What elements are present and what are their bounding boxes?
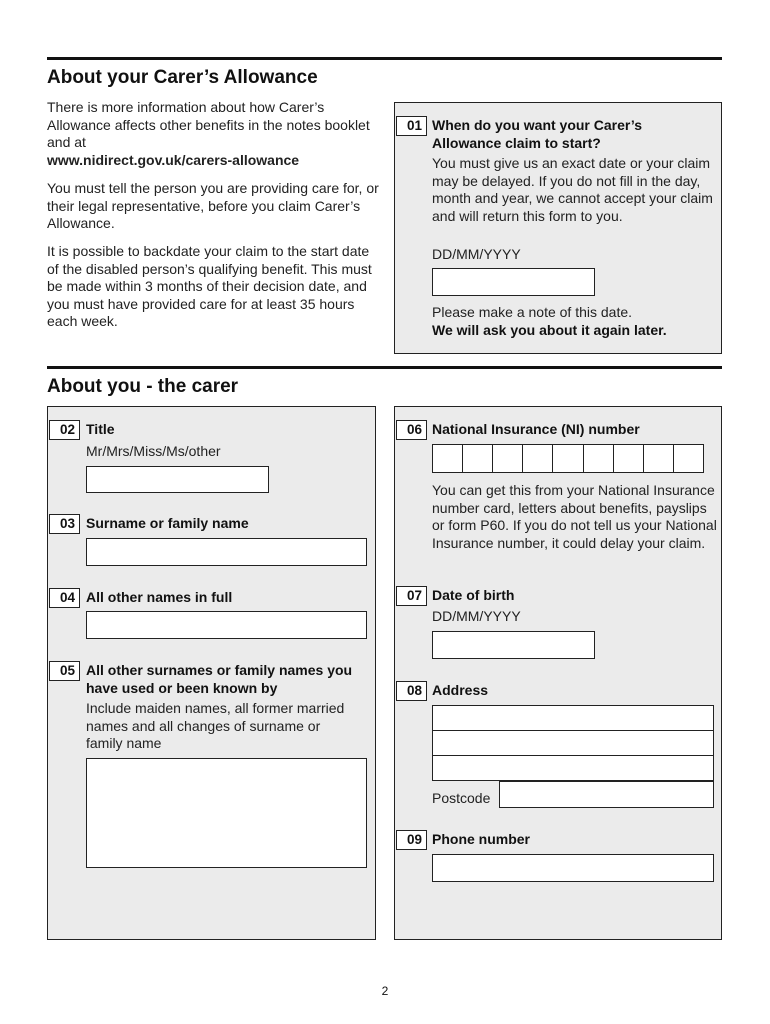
question-07-title: Date of birth (432, 587, 515, 603)
ni-number-field[interactable] (432, 444, 704, 473)
info-paragraph-notes (47, 99, 382, 169)
question-01-title: When do you want your Carer’s Allowance claim to start? (432, 117, 643, 151)
question-number-01: 01 (396, 116, 427, 136)
ni-char-box[interactable] (584, 445, 614, 472)
ni-char-box[interactable] (523, 445, 553, 472)
date-of-birth-field[interactable] (432, 631, 595, 659)
question-03-title: Surname or family name (86, 515, 249, 531)
question-number-04: 04 (49, 588, 80, 608)
section-divider-top (47, 57, 722, 60)
page-number: 2 (381, 984, 389, 998)
question-number-07: 07 (396, 586, 427, 606)
question-06-title: National Insurance (NI) number (432, 421, 640, 437)
ni-char-box[interactable] (644, 445, 674, 472)
other-surnames-field[interactable] (86, 758, 367, 868)
question-04-title: All other names in full (86, 589, 233, 605)
question-01-text: You must give us an exact date or your claim may be delayed. If you do not fill in the day, month and year, we cannot accept your claim and will return this form to you. (432, 155, 713, 224)
question-05-hint: Include maiden names, all former married names and all changes of surname or family name (86, 700, 345, 751)
question-06-text: You can get this from your National Insurance number card, letters about benefits, payslips or form P60. If you do not tell us your National Insurance number, it could delay your claim. (432, 482, 717, 551)
question-number-06: 06 (396, 420, 427, 440)
info-paragraph-backdate: It is possible to backdate your claim to the start date of the disabled person’s qualifying benefit. This must be made within 3 months of their decision date, and you must have provided care for at least 35 hours each week. (47, 243, 372, 329)
question-01-note-bold: We will ask you about it again later. (432, 322, 667, 338)
question-number-08: 08 (396, 681, 427, 701)
ni-char-box[interactable] (463, 445, 493, 472)
other-names-field[interactable] (86, 611, 367, 639)
question-number-05: 05 (49, 661, 80, 681)
nidirect-link[interactable]: www.nidirect.gov.uk/carers-allowance (47, 151, 300, 168)
phone-number-field[interactable] (432, 854, 714, 882)
question-number-09: 09 (396, 830, 427, 850)
postcode-field[interactable] (499, 781, 714, 808)
question-07-date-format: DD/MM/YYYY (432, 608, 521, 624)
ni-char-box[interactable] (674, 445, 703, 472)
section-title-about-you: About you - the carer (47, 376, 239, 397)
question-08-title: Address (432, 682, 489, 698)
question-01-date-format: DD/MM/YYYY (432, 246, 521, 262)
question-01-note: Please make a note of this date. (432, 304, 633, 320)
question-number-03: 03 (49, 514, 80, 534)
address-line-2-field[interactable] (432, 730, 714, 756)
surname-field[interactable] (86, 538, 367, 566)
ni-char-box[interactable] (493, 445, 523, 472)
claim-start-date-field[interactable] (432, 268, 595, 296)
ni-char-box[interactable] (433, 445, 463, 472)
address-line-1-field[interactable] (432, 705, 714, 731)
question-number-02: 02 (49, 420, 80, 440)
section-title-carers-allowance: About your Carer’s Allowance (47, 67, 318, 88)
ni-char-box[interactable] (553, 445, 583, 472)
ni-char-box[interactable] (614, 445, 644, 472)
section-divider-carer (47, 366, 722, 369)
address-line-3-field[interactable] (432, 755, 714, 781)
title-field[interactable] (86, 466, 269, 493)
postcode-label: Postcode (432, 790, 491, 806)
info-paragraph-tell-person: You must tell the person you are providing care for, or their legal representative, before you claim Carer’s Allowance. (47, 180, 379, 231)
question-02-hint: Mr/Mrs/Miss/Ms/other (86, 443, 221, 459)
info-text: There is more information about how Carer’s Allowance affects other benefits in the notes booklet and at (47, 99, 370, 150)
question-09-title: Phone number (432, 831, 531, 847)
question-05-title: All other surnames or family names you have used or been known by (86, 662, 353, 696)
question-02-title: Title (86, 421, 115, 437)
